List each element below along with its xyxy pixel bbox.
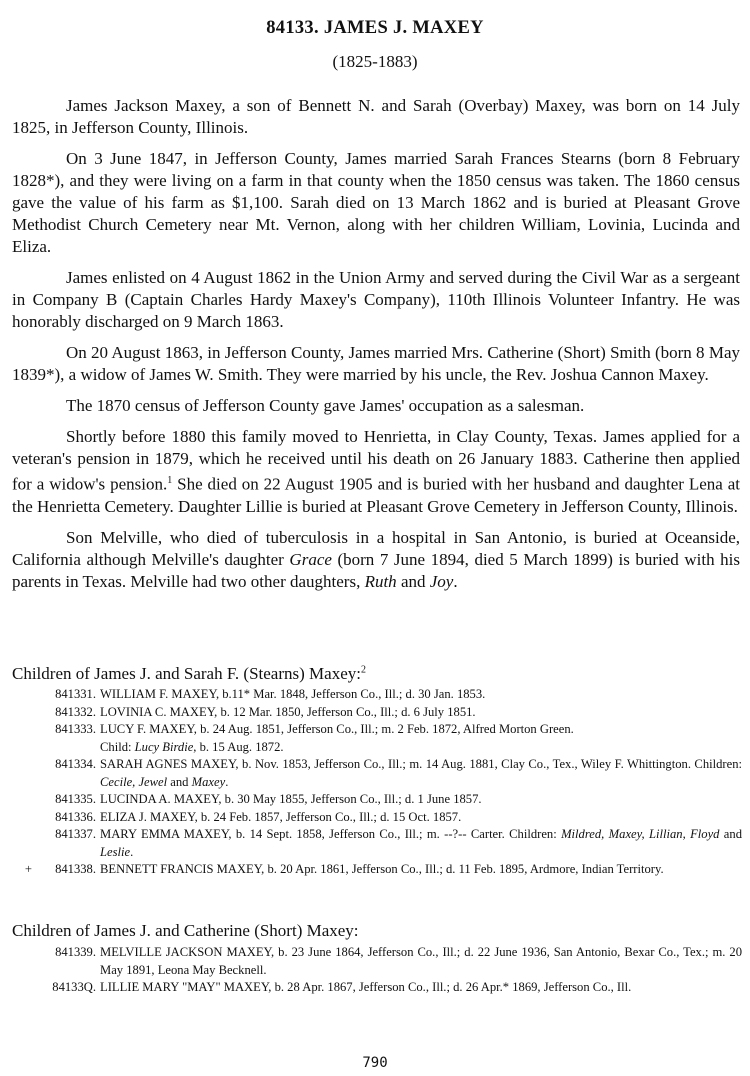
entry-number: 841335. [55, 792, 96, 806]
children-heading [12, 664, 366, 684]
entry-text: . [225, 774, 229, 789]
entry-text: Child: [100, 739, 135, 754]
heading-text: Children of James J. and Sarah F. (Stearns) Maxey: [12, 664, 361, 683]
entry-number: 84133Q. [52, 980, 96, 994]
paragraph: The 1870 census of Jefferson County gave James' occupation as a salesman. [66, 396, 585, 415]
entry-text [100, 756, 742, 791]
entry-text: LOVINIA C. MAXEY, b. 12 Mar. 1850, Jefferson Co., Ill.; d. 6 July 1851. [100, 704, 476, 719]
entry-text: , b. 15 Aug. 1872. [193, 739, 284, 754]
page-title: 84133. JAMES J. MAXEY [266, 18, 484, 38]
name-italic: Joy [429, 571, 454, 591]
paragraph: James Jackson Maxey, a son of Bennett N. and Sarah (Overbay) Maxey, was born on 14 July 1825, in Jefferson County, Illinois. [12, 96, 740, 137]
footnote-marker: 2 [360, 664, 366, 676]
child-entry [12, 791, 742, 809]
page-number: 790 [362, 1055, 388, 1071]
name-italic: Ruth [364, 571, 397, 591]
paragraph [12, 426, 740, 518]
entry-text: WILLIAM F. MAXEY, b.11* Mar. 1848, Jefferson Co., Ill.; d. 30 Jan. 1853. [100, 687, 486, 701]
children-list [12, 944, 742, 997]
entry-number: 841338. [55, 862, 96, 876]
child-entry [12, 704, 742, 722]
biography-text [12, 95, 740, 602]
entry-text: LILLIE MARY "MAY" MAXEY, b. 28 Apr. 1867, Jefferson Co., Ill.; d. 26 Apr.* 1869, Jefferson Co., Ill. [100, 980, 632, 994]
paragraph-text: Son Melville, who died of tuberculosis in a hospital in San Antonio, is buried at Oceanside, California although Melville's daughter [12, 527, 740, 569]
entry-number: 841336. [55, 809, 96, 824]
name-italic: Leslie [100, 844, 131, 859]
entry-text: BENNETT FRANCIS MAXEY, b. 20 Apr. 1861, Jefferson Co., Ill.; d. 11 Feb. 1895, Ardmore, Indian Territory. [100, 862, 664, 876]
entry-text [100, 826, 742, 861]
entry-text: and [719, 827, 742, 841]
entry-text: LUCY F. MAXEY, b. 24 Aug. 1851, Jefferson Co., Ill.; m. 2 Feb. 1872, Alfred Morton Green. [100, 722, 574, 736]
name-italic: Cecile, Jewel [100, 774, 168, 789]
child-entry [12, 944, 742, 979]
entry-number: 841333. [55, 722, 96, 736]
name-italic: Lucy Birdie [134, 739, 194, 754]
name-italic: Mildred, Maxey, Lillian, Floyd [561, 827, 720, 841]
entry-text: MELVILLE JACKSON MAXEY, b. 23 June 1864, Jefferson Co., Ill.; d. 22 June 1936, San Antonio, Bexar Co., Tex.; m. 20 May 1891, Leona May Becknell. [100, 945, 742, 977]
name-italic: Grace [289, 549, 332, 569]
footnote-marker: 1 [167, 475, 173, 486]
child-entry [12, 861, 742, 879]
paragraph-text: (born 7 June 1894, died 5 March 1899) is buried with his parents in Texas. Melville had two other daughters, [12, 549, 740, 591]
children-heading: Children of James J. and Catherine (Short) Maxey: [12, 921, 359, 940]
paragraph-text: She died on 22 August 1905 and is buried with her husband and daughter Lena at the Henrietta Cemetery. Daughter Lillie is buried at Pleasant Grove Cemetery in Jefferson County, Illinois. [12, 474, 740, 516]
children-list [12, 686, 742, 879]
name-italic: Maxey [191, 774, 226, 789]
entry-text: SARAH AGNES MAXEY, b. Nov. 1853, Jefferson Co., Ill.; m. 14 Aug. 1881, Clay Co., Tex., Wiley F. Whittington. Children: [100, 757, 742, 771]
child-entry [12, 979, 742, 997]
child-entry [12, 826, 742, 861]
entry-text: MARY EMMA MAXEY, b. 14 Sept. 1858, Jefferson Co., Ill.; m. --?-- Carter. Children: [100, 827, 562, 841]
paragraph: On 3 June 1847, in Jefferson County, James married Sarah Frances Stearns (born 8 February 1828*), and they were living on a farm in that county when the 1850 census was taken. The 1860 census gave the value of his farm as $1,100. Sarah died on 13 March 1862 and is buried at Pleasant Grove Methodist Church Cemetery near Mt. Vernon, along with her children William, Lovinia, Lucinda and Eliza. [12, 149, 740, 256]
entry-number: 841339. [55, 945, 96, 959]
entry-text: . [130, 844, 134, 859]
entry-text: ELIZA J. MAXEY, b. 24 Feb. 1857, Jefferson Co., Ill.; d. 15 Oct. 1857. [100, 809, 462, 824]
paragraph-text: . [453, 571, 458, 591]
paragraph [12, 527, 740, 593]
entry-line [100, 739, 742, 757]
entry-number: 841337. [55, 827, 96, 841]
entry-number: 841334. [55, 757, 96, 771]
entry-number: 841332. [55, 704, 96, 719]
child-entry [12, 686, 742, 704]
entry-text: and [167, 774, 192, 789]
entry-text: LUCINDA A. MAXEY, b. 30 May 1855, Jefferson Co., Ill.; d. 1 June 1857. [100, 792, 482, 806]
child-entry [12, 809, 742, 827]
entry-number: 841331. [55, 687, 96, 701]
lifespan: (1825-1883) [332, 52, 418, 71]
paragraph-text: and [396, 571, 430, 591]
descendant-marker: + [24, 862, 32, 876]
paragraph: On 20 August 1863, in Jefferson County, James married Mrs. Catherine (Short) Smith (born 8 May 1839*), a widow of James W. Smith. They were married by his uncle, the Rev. Joshua Cannon Maxey. [12, 343, 740, 384]
child-entry [12, 756, 742, 791]
child-entry [12, 721, 742, 756]
paragraph-text: Shortly before 1880 this family moved to Henrietta, in Clay County, Texas. James applied for a veteran's pension in 1879, which he received until his death on 26 January 1883. Catherine then applied for a widow's pension. [12, 427, 740, 494]
paragraph: James enlisted on 4 August 1862 in the Union Army and served during the Civil War as a sergeant in Company B (Captain Charles Hardy Maxey's Company), 110th Illinois Volunteer Infantry. He was honorably discharged on 9 March 1863. [12, 268, 740, 331]
